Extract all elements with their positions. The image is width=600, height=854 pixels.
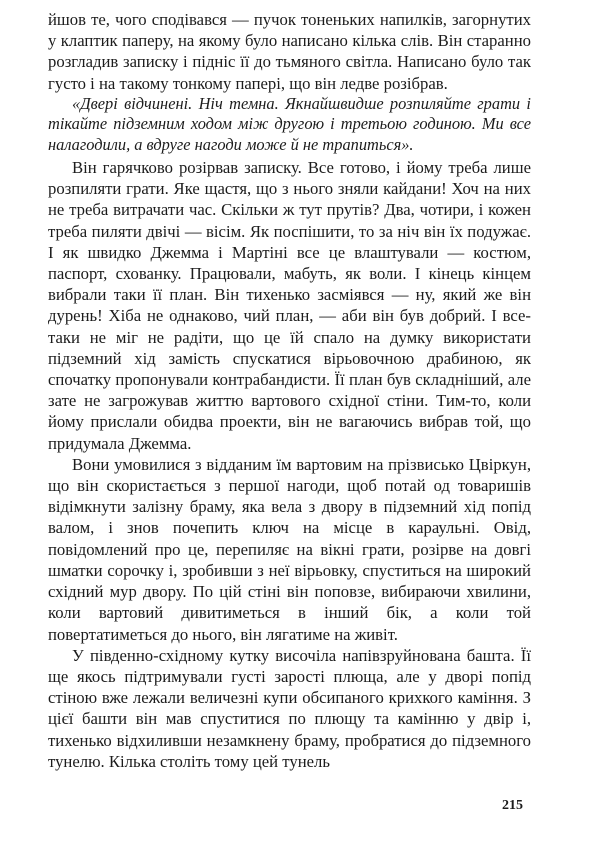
paragraph: Вони умовилися з відданим їм вартовим на прізвисько Цвіркун, що він скористається з першої нагоди, щоб потай од товаришів відімкнути залізну браму, яка вела з двору в підземний хід попід валом, і знов почепить ключ на місце в караульні. Овід, повідомлений про це, перепиляє на вікні грати, розірве на довгі шматки сорочку і, зробивши з неї вірьовку, спуститься на широкий східний мур двору. По цій стіні він поповзе, вибираючи хвилини, коли вартовий дивитиметься в інший бік, а коли той повертатиметься до нього, він лягатиме на живіт. xyxy=(48,454,531,644)
text-body xyxy=(48,9,531,772)
paragraph: У південно-східному кутку височіла напівзруйнована башта. Її ще якось підтримували густі зарості плюща, але у дворі попід стіною вже лежали величезні купи обсипаного крихкого каміння. З цієї башти він мав спуститися по плющу та камінню у двір і, тихенько відхиливши незамкнену браму, пробратися до підземного тунелю. Кілька століть тому цей тунель xyxy=(48,645,531,771)
page-number: 215 xyxy=(502,798,523,813)
note-quote: «Двері відчинені. Ніч темна. Якнайшвидше розпиляйте грати і тікайте підземним ходом між другою і третьою годиною. Ми все налагодили, а вдруге нагоди може й не трапиться». xyxy=(48,93,531,154)
paragraph: Він гарячково розірвав записку. Все готово, і йому треба лише розпиляти грати. Яке щастя, що з нього зняли кайдани! Хоч на них не треба витрачати час. Скільки ж тут прутів? Два, чотири, і кожен треба пиляти двічі — вісім. Як поспішити, то за ніч він їх подужає. І як швидко Джемма і Мартіні все це влаштували — костюм, паспорт, схованку. Працювали, мабуть, як воли. І кінець кінцем вибрали таки її план. Він тихенько засміявся — ну, який же він дурень! Хіба не однаково, чий план, — аби він був добрий. І все-таки не міг не радіти, що це їй спало на думку використати підземний хід замість спускатися вірьовочною драбиною, як спочатку пропонували контрабандисти. Її план був складніший, але зате не загрожував життю вартового східної стіни. Тим-то, коли йому прислали обидва проекти, він не вагаючись вибрав той, що придумала Джемма. xyxy=(48,158,531,453)
paragraph-continued: йшов те, чого сподівався — пучок тоненьких напилків, загорнутих у клаптик паперу, на якому було написано кілька слів. Він старанно розгладив записку і підніс її до тьмяного світла. Написано було так густо і на такому тонкому папері, що він ледве розібрав. xyxy=(48,10,531,93)
